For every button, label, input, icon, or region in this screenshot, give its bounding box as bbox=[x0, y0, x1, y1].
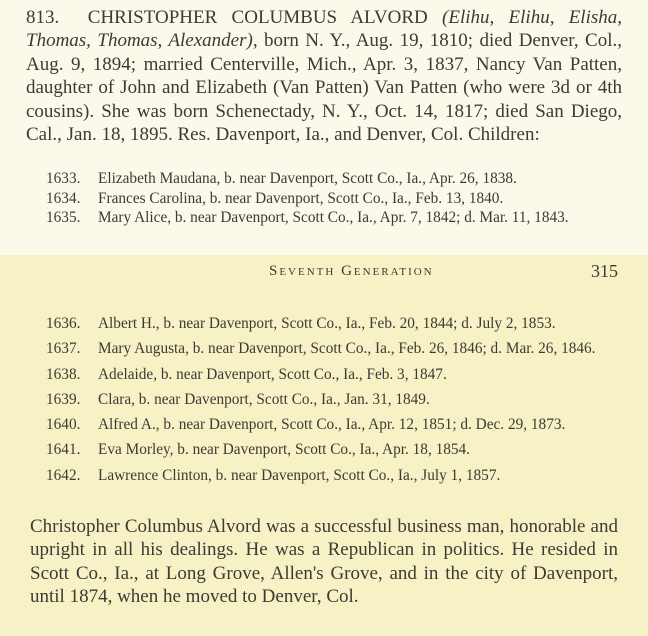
entry-number: 813. bbox=[26, 7, 60, 28]
running-head bbox=[46, 263, 618, 287]
entry-biography: born N. Y., Aug. 19, 1810; died Denver, Col., Aug. 9, 1894; married Centerville, Mich., Apr. 3, 1837, Nancy Van Patten, daughter of John and Elizabeth (Van Patten) Van Patten (who were 3d or 4th cousins). She was born Schenectady, N. Y., Oct. 14, 1817; died San Diego, Cal., Jan. 18, 1895. Res. Davenport, Ia., and Denver, Col. Children: bbox=[26, 30, 622, 146]
child-number: 1642. bbox=[46, 466, 81, 484]
children-list-bottom bbox=[46, 314, 618, 491]
child-number: 1633. bbox=[46, 170, 81, 187]
child-text: Albert H., b. near Davenport, Scott Co., Ia., Feb. 20, 1844; d. July 2, 1853. bbox=[98, 315, 556, 332]
running-head-title: Seventh Generation bbox=[269, 263, 434, 279]
child-entry bbox=[46, 365, 618, 384]
child-entry bbox=[46, 440, 618, 459]
child-number: 1638. bbox=[46, 365, 81, 383]
child-number: 1636. bbox=[46, 315, 81, 332]
entry-ancestry: (Elihu, Elihu, Elisha, Thomas, Thomas, Alexander), bbox=[26, 7, 623, 52]
child-text: Mary Augusta, b. near Davenport, Scott Co., Ia., Feb. 26, 1846; d. Mar. 26, 1846. bbox=[98, 340, 596, 358]
entry-813-paragraph bbox=[26, 6, 622, 146]
child-text: Adelaide, b. near Davenport, Scott Co., Ia., Feb. 3, 1847. bbox=[98, 365, 447, 383]
child-entry bbox=[46, 208, 616, 227]
child-text: Lawrence Clinton, b. near Davenport, Scott Co., Ia., July 1, 1857. bbox=[98, 466, 501, 484]
child-number: 1634. bbox=[46, 189, 81, 207]
child-entry bbox=[46, 339, 618, 358]
child-number: 1640. bbox=[46, 416, 81, 434]
child-number: 1639. bbox=[46, 390, 81, 408]
closing-paragraph: Christopher Columbus Alvord was a successful business man, honorable and upright in all his dealings. He was a Republican in politics. He resided in Scott Co., Ia., at Long Grove, Allen's Grove, and in the city of Davenport, until 1874, when he moved to Denver, Col. bbox=[30, 516, 618, 608]
child-number: 1641. bbox=[46, 441, 81, 459]
child-number: 1635. bbox=[46, 209, 81, 227]
page-number: 315 bbox=[591, 261, 618, 281]
child-number: 1637. bbox=[46, 340, 81, 358]
child-entry bbox=[46, 189, 616, 208]
child-text: Eva Morley, b. near Davenport, Scott Co., Ia., Apr. 18, 1854. bbox=[98, 441, 471, 459]
child-entry bbox=[46, 314, 618, 333]
child-text: Mary Alice, b. near Davenport, Scott Co., Ia., Apr. 7, 1842; d. Mar. 11, 1843. bbox=[98, 209, 569, 227]
child-entry bbox=[46, 390, 618, 409]
child-text: Elizabeth Maudana, b. near Davenport, Scott Co., Ia., Apr. 26, 1838. bbox=[98, 170, 517, 187]
child-text: Clara, b. near Davenport, Scott Co., Ia., Jan. 31, 1849. bbox=[98, 390, 430, 408]
entry-name: CHRISTOPHER COLUMBUS ALVORD bbox=[87, 7, 428, 28]
child-entry bbox=[46, 169, 616, 188]
child-entry bbox=[46, 415, 618, 434]
child-text: Frances Carolina, b. near Davenport, Scott Co., Ia., Feb. 13, 1840. bbox=[98, 189, 504, 207]
children-list-top bbox=[46, 169, 616, 228]
child-entry bbox=[46, 466, 618, 485]
child-text: Alfred A., b. near Davenport, Scott Co., Ia., Apr. 12, 1851; d. Dec. 29, 1873. bbox=[98, 416, 566, 434]
